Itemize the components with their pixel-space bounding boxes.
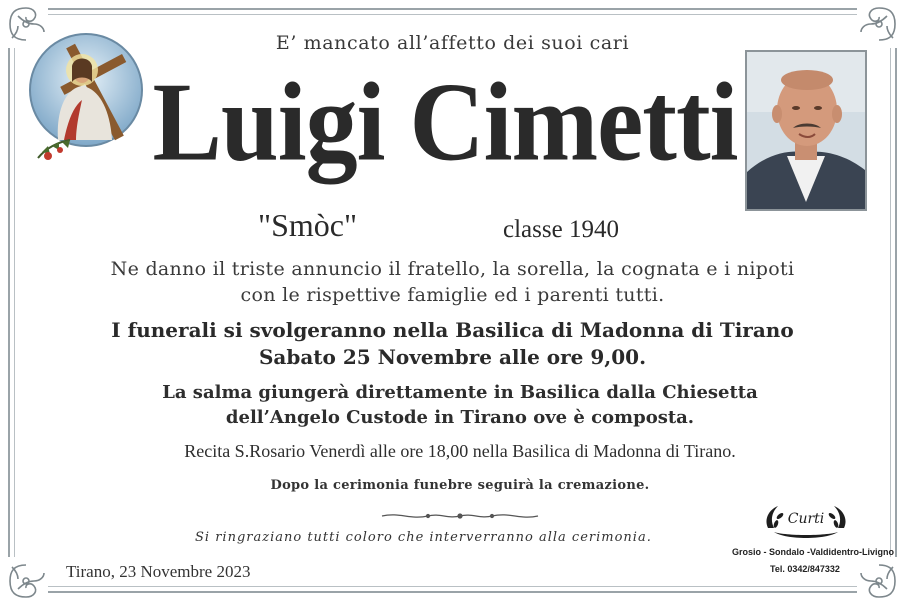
rosary-info: Recita S.Rosario Venerdì alle ore 18,00 nella Basilica di Madonna di Tirano. (184, 441, 736, 461)
floral-corner-icon (4, 559, 48, 603)
funeral-time-line: Sabato 25 Novembre alle ore 9,00. (258, 345, 647, 369)
place-date: Tirano, 23 Novembre 2023 (66, 562, 251, 581)
intro-text: E’ mancato all’affetto dei suoi cari (275, 32, 630, 54)
funeral-info-line: I funerali si svolgeranno nella Basilica di Madonna di Tirano (111, 318, 794, 342)
announcement-line: Ne danno il triste annuncio il fratello, la sorella, la cognata e i nipoti (110, 258, 795, 280)
ornamental-divider-icon (380, 510, 540, 522)
floral-corner-icon (857, 559, 901, 603)
agency-logo-text: Curti (787, 511, 825, 527)
frame-bottom-line (48, 591, 857, 593)
frame-bottom-inner-line (48, 586, 857, 587)
agency-towns: Grosio - Sondalo -Valdidentro-Livigno (732, 547, 894, 557)
nickname: "Smòc" (258, 207, 358, 243)
birth-year: classe 1940 (503, 216, 619, 243)
thanks-text: Si ringraziano tutti coloro che interverranno alla cerimonia. (195, 530, 652, 545)
salma-line: La salma giungerà direttamente in Basilica dalla Chiesetta (162, 382, 758, 403)
deceased-portrait (745, 50, 867, 211)
frame-top-line (48, 8, 857, 10)
announcement-line: con le rispettive famiglie ed i parenti tutti. (240, 284, 665, 306)
funeral-agency-logo (760, 498, 852, 542)
frame-top-inner-line (48, 14, 857, 15)
salma-line: dell’Angelo Custode in Tirano ove è composta. (225, 407, 695, 428)
agency-phone: Tel. 0342/847332 (770, 564, 840, 574)
deceased-name: Luigi Cimetti (152, 60, 738, 185)
cremation-info: Dopo la cerimonia funebre seguirà la cremazione. (270, 478, 650, 493)
